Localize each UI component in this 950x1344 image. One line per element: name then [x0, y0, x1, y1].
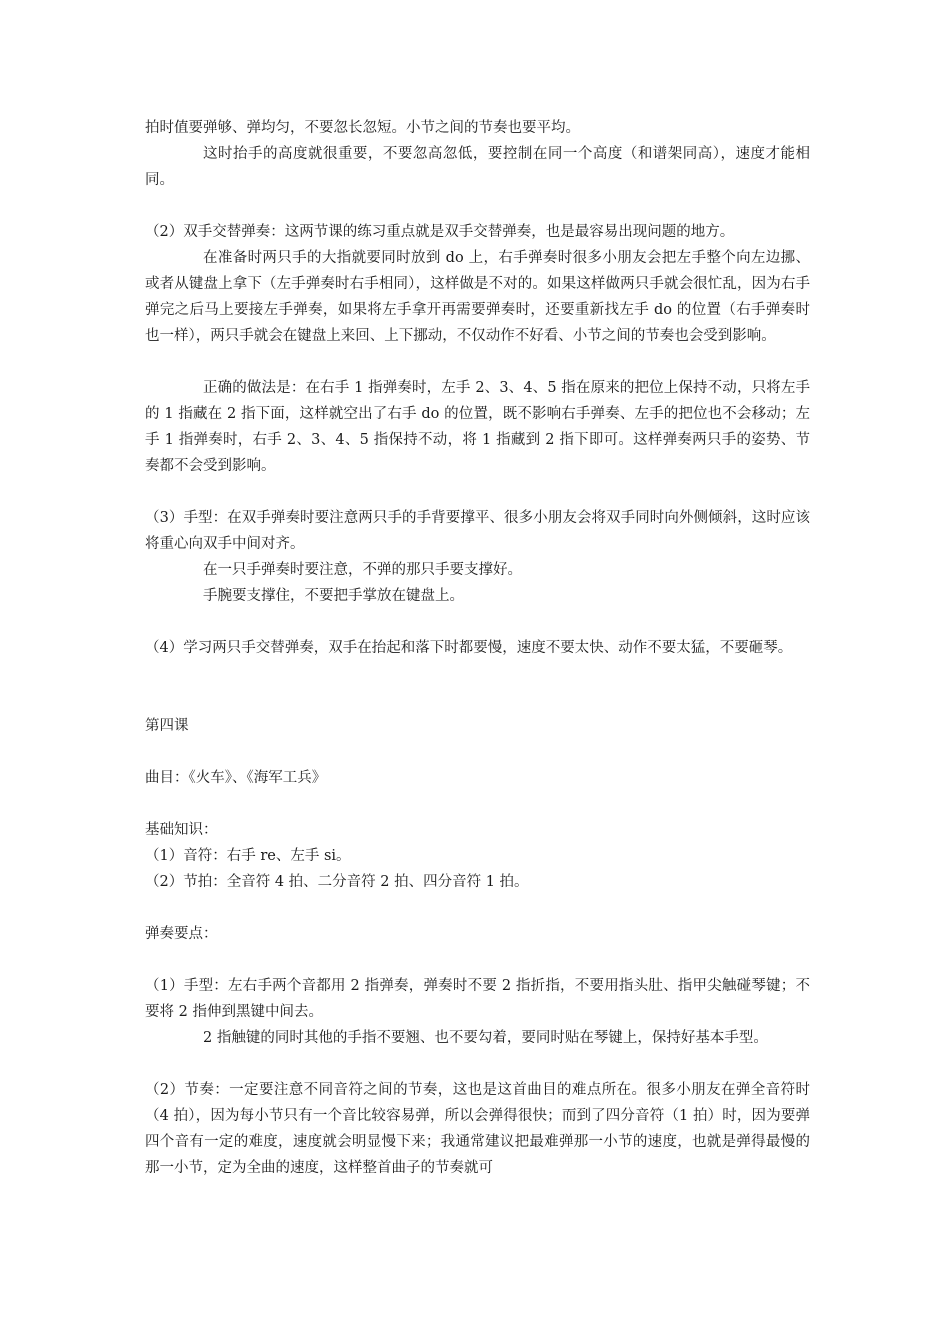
paragraph-3: （2）双手交替弹奏：这两节课的练习重点就是双手交替弹奏，也是最容易出现问题的地方。	[145, 224, 735, 240]
paragraph-8: 手腕要支撑住，不要把手掌放在键盘上。	[203, 588, 464, 604]
lesson-heading: 第四课	[145, 718, 189, 734]
paragraph-1: 拍时值要弹够、弹均匀，不要忽长忽短。小节之间的节奏也要平均。	[145, 120, 580, 136]
paragraph-2: 这时抬手的高度就很重要，不要忽高忽低，要控制在同一个高度（和谱架同高），速度才能相同。	[145, 146, 810, 188]
paragraph-4: 在准备时两只手的大指就要同时放到 do 上，右手弹奏时很多小朋友会把左手整个向左边挪、或者从键盘上拿下（左手弹奏时右手相同），这样做是不对的。如果这样做两只手就会很忙乱，因为右手弹完之后马上要接左手弹奏，如果将左手拿开再需要弹奏时，还要重新找左手 do 的位置（右手弹奏时也一样），两只手就会在键盘上来回、上下挪动，不仅动作不好看、小节之间的节奏也会受到影响。	[145, 250, 810, 344]
paragraph-17: 2 指触键的同时其他的手指不要翘、也不要勾着，要同时贴在琴键上，保持好基本手型。	[203, 1030, 768, 1046]
paragraph-6: （3）手型：在双手弹奏时要注意两只手的手背要撑平、很多小朋友会将双手同时向外侧倾斜，这时应该将重心向双手中间对齐。	[145, 510, 810, 552]
key-points-heading: 弹奏要点：	[145, 926, 218, 942]
paragraph-16: （1）手型：左右手两个音都用 2 指弹奏，弹奏时不要 2 指折指，不要用指头肚、指甲尖触碰琴键；不要将 2 指伸到黑键中间去。	[145, 978, 810, 1020]
paragraph-5: 正确的做法是：在右手 1 指弹奏时，左手 2、3、4、5 指在原来的把位上保持不动，只将左手的 1 指藏在 2 指下面，这样就空出了右手 do 的位置，既不影响右手弹奏、左手的把位也不会移动；左手 1 指弹奏时，右手 2、3、4、5 指保持不动，将 1 指藏到 2 指下即可。这样弹奏两只手的姿势、节奏都不会受到影响。	[145, 380, 810, 474]
paragraph-18: （2）节奏：一定要注意不同音符之间的节奏，这也是这首曲目的难点所在。很多小朋友在弹全音符时（4 拍），因为每小节只有一个音比较容易弹，所以会弹得很快；而到了四分音符（1 拍）时，因为要弹四个音有一定的难度，速度就会明显慢下来；我通常建议把最难弹那一小节的速度，也就是弹得最慢的那一小节，定为全曲的速度，这样整首曲子的节奏就可	[145, 1082, 810, 1176]
basics-heading: 基础知识：	[145, 822, 218, 838]
paragraph-9: （4）学习两只手交替弹奏，双手在抬起和落下时都要慢，速度不要太快、动作不要太猛，不要砸琴。	[145, 640, 793, 656]
repertoire-line: 曲目：《火车》、《海军工兵》	[145, 770, 327, 786]
basics-notes: （1）音符：右手 re、左手 si。	[145, 848, 351, 864]
basics-beats: （2）节拍：全音符 4 拍、二分音符 2 拍、四分音符 1 拍。	[145, 874, 529, 890]
document-page	[145, 115, 810, 1181]
paragraph-7: 在一只手弹奏时要注意，不弹的那只手要支撑好。	[203, 562, 522, 578]
